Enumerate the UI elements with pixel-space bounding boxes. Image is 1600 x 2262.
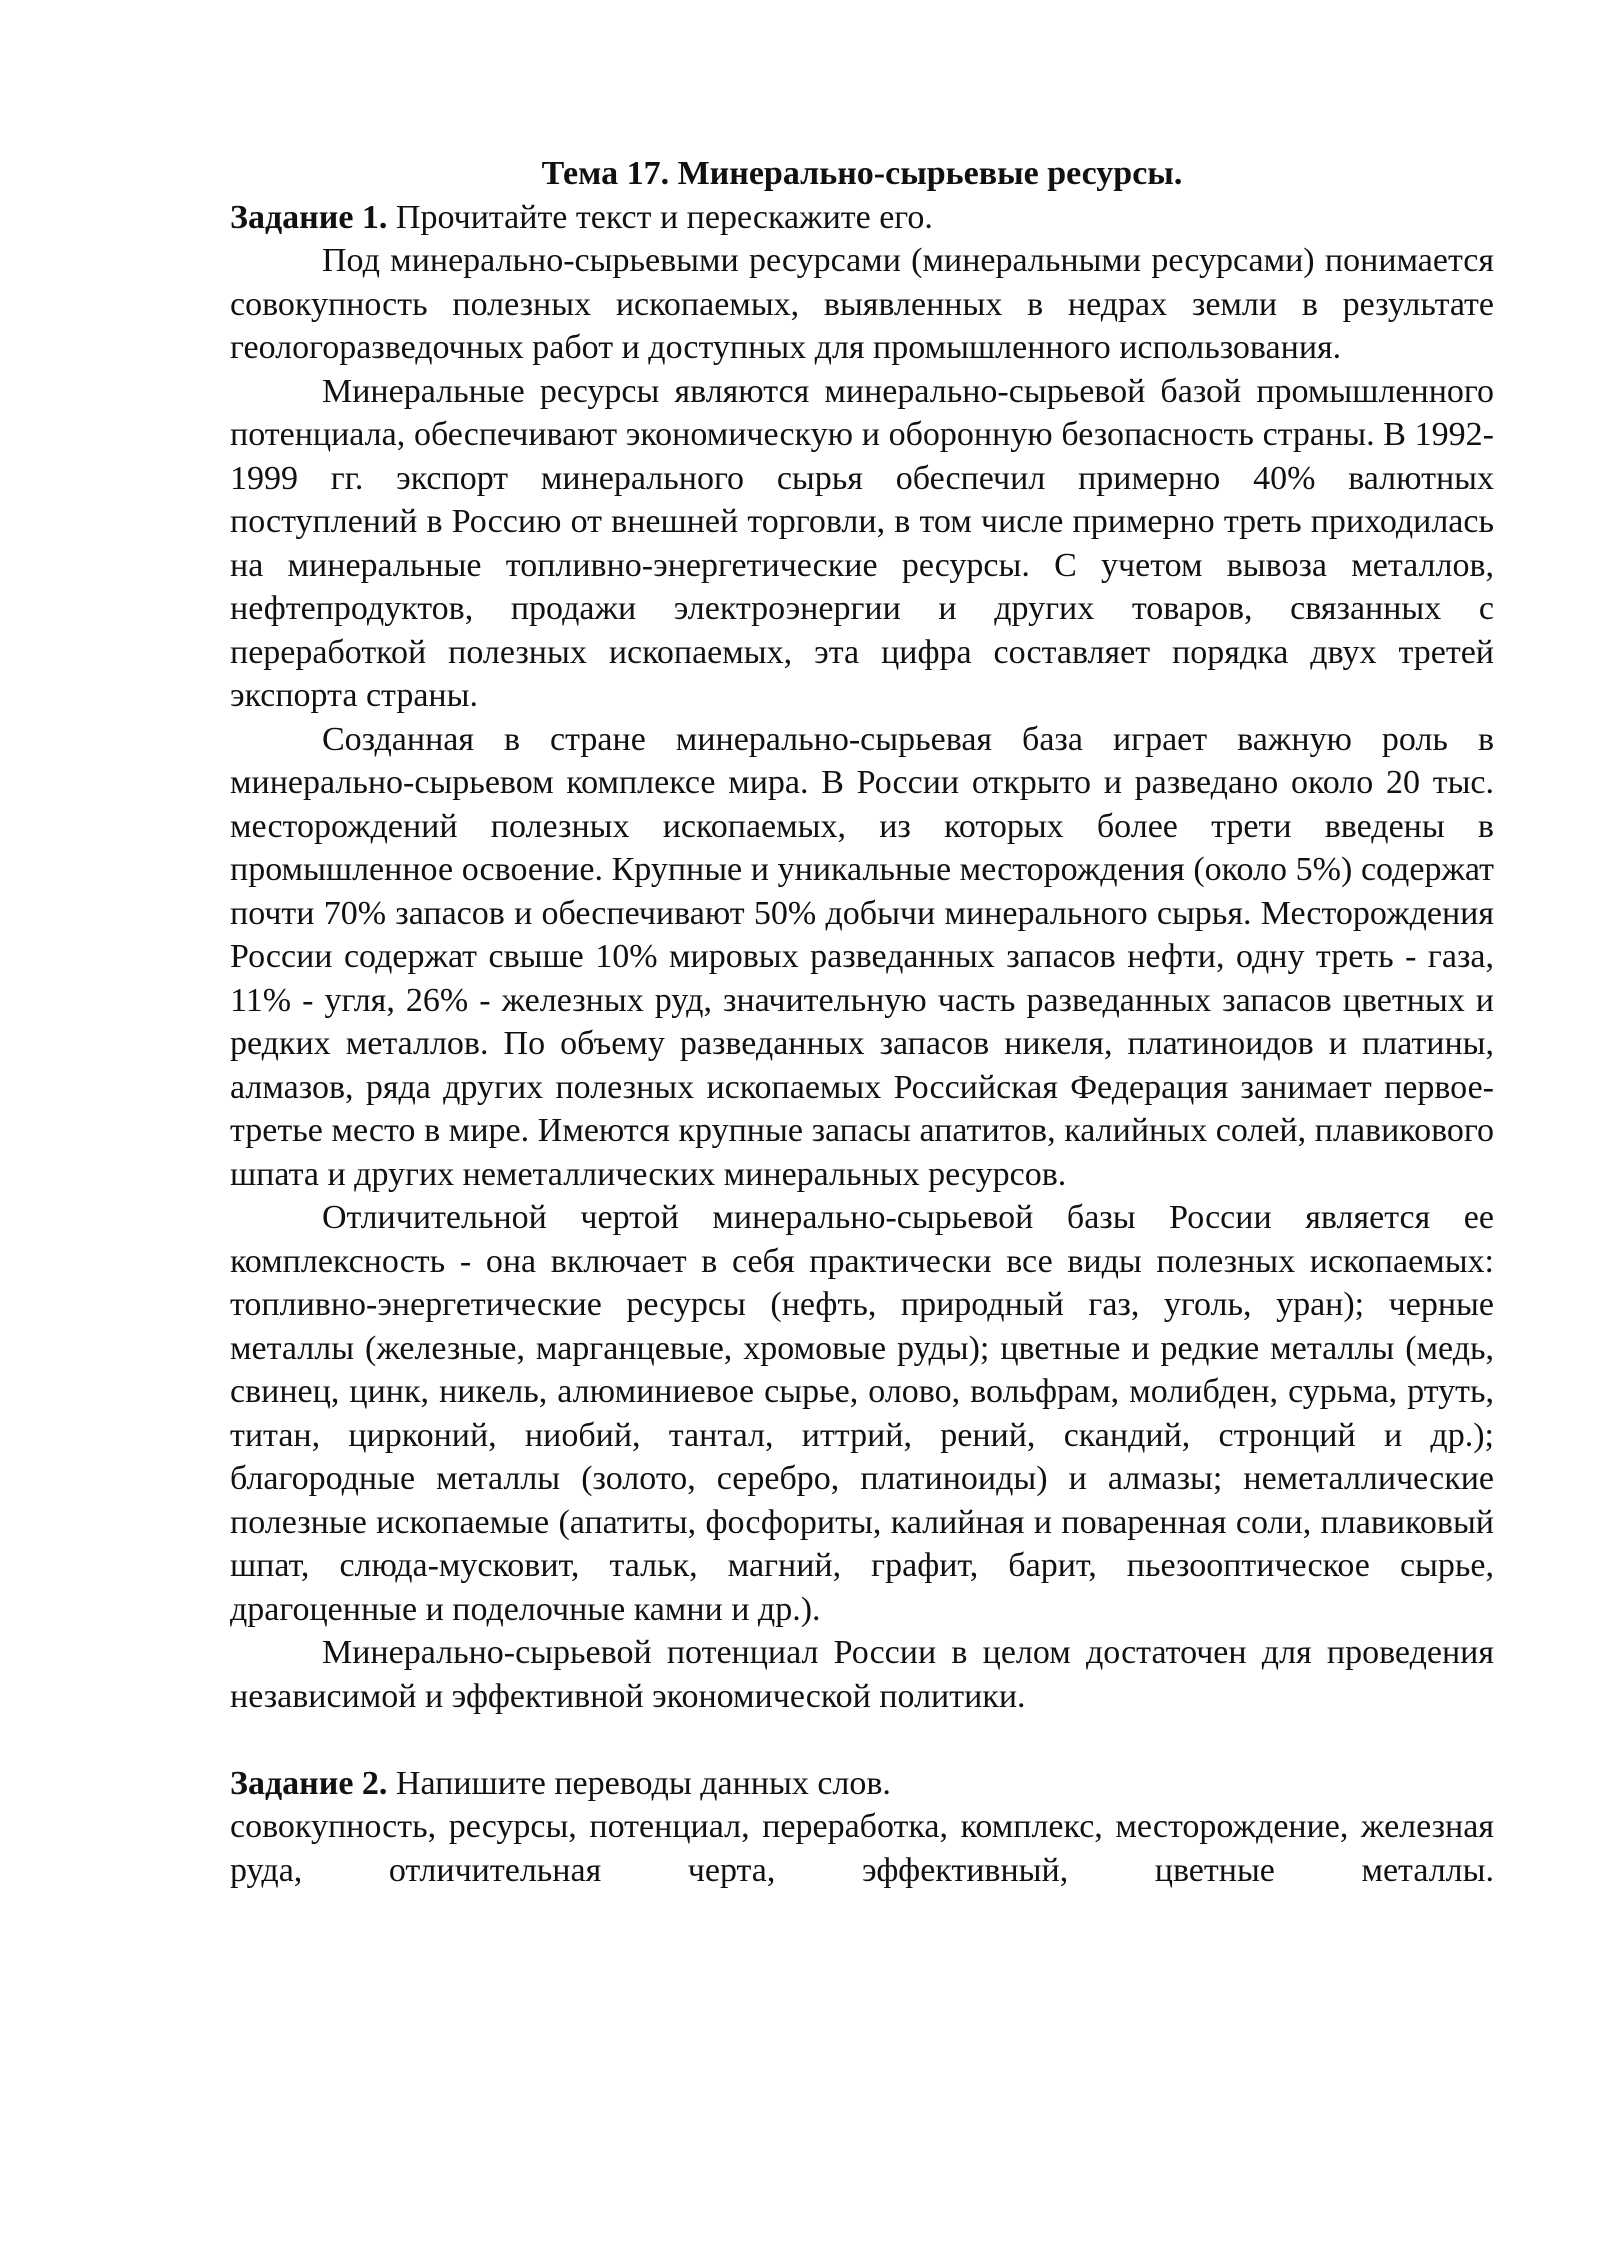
document-page	[230, 152, 1494, 1892]
paragraph-5: Минерально-сырьевой потенциал России в целом достаточен для проведения независимой и эффективной экономической политики.	[230, 1634, 1494, 1715]
paragraph-2: Минеральные ресурсы являются минерально-сырьевой базой промышленного потенциала, обеспечивают экономическую и оборонную безопасность страны. В 1992-1999 гг. экспорт минерального сырья обеспечил примерно 40% валютных поступлений в Россию от внешней торговли, в том числе примерно треть приходилась на минеральные топливно-энергетические ресурсы. С учетом вывоза металлов, нефтепродуктов, продажи электроэнергии и других товаров, связанных с переработкой полезных ископаемых, эта цифра составляет порядка двух третей экспорта страны.	[230, 372, 1494, 714]
paragraph-3: Созданная в стране минерально-сырьевая база играет важную роль в минерально-сырьевом комплексе мира. В России открыто и разведано около 20 тыс. месторождений полезных ископаемых, из которых более трети введены в промышленное освоение. Крупные и уникальные месторождения (около 5%) содержат почти 70% запасов и обеспечивают 50% добычи минерального сырья. Месторождения России содержат свыше 10% мировых разведанных запасов нефти, одну треть - газа, 11% - угля, 26% - железных руд, значительную часть разведанных запасов цветных и редких металлов. По объему разведанных запасов никеля, платиноидов и платины, алмазов, ряда других полезных ископаемых Российская Федерация занимает первое-третье место в мире. Имеются крупные запасы апатитов, калийных солей, плавикового шпата и других неметаллических минеральных ресурсов.	[230, 720, 1494, 1193]
task-2-label: Задание 2.	[230, 1764, 388, 1802]
task-2-heading	[230, 1762, 1494, 1806]
task-1-heading	[230, 196, 1494, 240]
section-spacer	[230, 1718, 1494, 1762]
task-1-label: Задание 1.	[230, 198, 388, 236]
paragraph-1: Под минерально-сырьевыми ресурсами (минеральными ресурсами) понимается совокупность полезных ископаемых, выявленных в недрах земли в результате геологоразведочных работ и доступных для промышленного использования.	[230, 242, 1494, 366]
task-1-instruction: Прочитайте текст и перескажите его.	[387, 198, 933, 236]
task-2-instruction: Напишите переводы данных слов.	[387, 1764, 891, 1802]
paragraph-4: Отличительной чертой минерально-сырьевой базы России является ее комплексность - она включает в себя практически все виды полезных ископаемых: топливно-энергетические ресурсы (нефть, природный газ, уголь, уран); черные металлы (железные, марганцевые, хромовые руды); цветные и редкие металлы (медь, свинец, цинк, никель, алюминиевое сырье, олово, вольфрам, молибден, сурьма, ртуть, титан, цирконий, ниобий, тантал, иттрий, рений, скандий, стронций и др.); благородные металлы (золото, серебро, платиноиды) и алмазы; неметаллические полезные ископаемые (апатиты, фосфориты, калийная и поваренная соли, плавиковый шпат, слюда-мусковит, тальк, магний, графит, барит, пьезооптическое сырье, драгоценные и поделочные камни и др.).	[230, 1199, 1494, 1628]
vocabulary-word-list: совокупность, ресурсы, потенциал, переработка, комплекс, месторождение, железная руда, отличительная черта, эффективный, цветные металлы.	[230, 1808, 1494, 1889]
document-title: Тема 17. Минерально-сырьевые ресурсы.	[541, 155, 1183, 192]
